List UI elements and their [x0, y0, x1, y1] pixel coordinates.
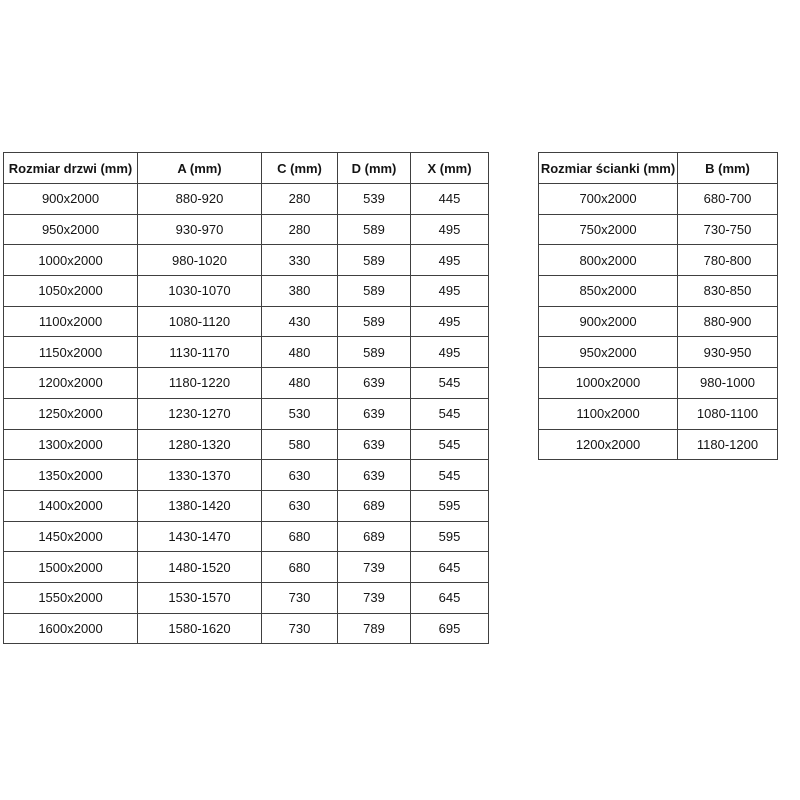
- cell-door-size: 1350x2000: [4, 460, 138, 491]
- cell-b: 680-700: [678, 184, 778, 215]
- cell-door-size: 1600x2000: [4, 613, 138, 644]
- table-row: [4, 337, 489, 368]
- cell-b: 1180-1200: [678, 429, 778, 460]
- cell-c: 280: [262, 214, 338, 245]
- cell-door-size: 1550x2000: [4, 582, 138, 613]
- cell-c: 680: [262, 552, 338, 583]
- cell-d: 639: [338, 368, 411, 399]
- cell-c: 280: [262, 184, 338, 215]
- cell-c: 480: [262, 368, 338, 399]
- cell-d: 689: [338, 521, 411, 552]
- cell-c: 630: [262, 460, 338, 491]
- door-table-body: [4, 184, 489, 644]
- table-row: [539, 276, 778, 307]
- cell-d: 689: [338, 490, 411, 521]
- cell-d: 589: [338, 276, 411, 307]
- cell-x: 645: [411, 552, 489, 583]
- cell-door-size: 1500x2000: [4, 552, 138, 583]
- cell-d: 589: [338, 306, 411, 337]
- door-table-header-d: D (mm): [338, 153, 411, 184]
- cell-x: 545: [411, 460, 489, 491]
- cell-door-size: 1050x2000: [4, 276, 138, 307]
- cell-b: 880-900: [678, 306, 778, 337]
- cell-a: 1480-1520: [138, 552, 262, 583]
- cell-wall-size: 850x2000: [539, 276, 678, 307]
- cell-door-size: 900x2000: [4, 184, 138, 215]
- table-row: [4, 368, 489, 399]
- cell-wall-size: 1000x2000: [539, 368, 678, 399]
- door-table-header: [4, 153, 489, 184]
- cell-c: 380: [262, 276, 338, 307]
- cell-d: 739: [338, 582, 411, 613]
- cell-wall-size: 800x2000: [539, 245, 678, 276]
- door-size-table: [3, 152, 489, 644]
- table-row: [4, 521, 489, 552]
- table-row: [4, 582, 489, 613]
- cell-b: 830-850: [678, 276, 778, 307]
- cell-x: 545: [411, 398, 489, 429]
- cell-x: 495: [411, 276, 489, 307]
- door-table-header-x: X (mm): [411, 153, 489, 184]
- wall-size-table: [538, 152, 778, 460]
- cell-d: 639: [338, 398, 411, 429]
- cell-a: 1380-1420: [138, 490, 262, 521]
- table-row: [4, 184, 489, 215]
- cell-d: 789: [338, 613, 411, 644]
- cell-c: 330: [262, 245, 338, 276]
- table-row: [4, 613, 489, 644]
- cell-wall-size: 1200x2000: [539, 429, 678, 460]
- cell-x: 695: [411, 613, 489, 644]
- table-row: [539, 398, 778, 429]
- cell-a: 980-1020: [138, 245, 262, 276]
- cell-a: 1430-1470: [138, 521, 262, 552]
- table-row: [539, 429, 778, 460]
- cell-x: 495: [411, 337, 489, 368]
- table-row: [4, 276, 489, 307]
- cell-door-size: 1400x2000: [4, 490, 138, 521]
- cell-a: 1030-1070: [138, 276, 262, 307]
- cell-wall-size: 950x2000: [539, 337, 678, 368]
- cell-c: 530: [262, 398, 338, 429]
- cell-x: 595: [411, 490, 489, 521]
- table-row: [4, 552, 489, 583]
- cell-b: 780-800: [678, 245, 778, 276]
- table-row: [4, 214, 489, 245]
- cell-d: 589: [338, 337, 411, 368]
- wall-table-header: [539, 153, 778, 184]
- cell-b: 730-750: [678, 214, 778, 245]
- cell-x: 545: [411, 368, 489, 399]
- cell-d: 589: [338, 245, 411, 276]
- cell-a: 1130-1170: [138, 337, 262, 368]
- cell-c: 630: [262, 490, 338, 521]
- cell-d: 589: [338, 214, 411, 245]
- header-row: [539, 153, 778, 184]
- wall-table-header-b: B (mm): [678, 153, 778, 184]
- cell-d: 739: [338, 552, 411, 583]
- cell-b: 980-1000: [678, 368, 778, 399]
- cell-a: 1530-1570: [138, 582, 262, 613]
- cell-b: 930-950: [678, 337, 778, 368]
- cell-a: 880-920: [138, 184, 262, 215]
- cell-a: 930-970: [138, 214, 262, 245]
- cell-door-size: 1100x2000: [4, 306, 138, 337]
- header-row: [4, 153, 489, 184]
- cell-b: 1080-1100: [678, 398, 778, 429]
- table-row: [4, 306, 489, 337]
- cell-x: 495: [411, 214, 489, 245]
- cell-x: 595: [411, 521, 489, 552]
- cell-c: 730: [262, 582, 338, 613]
- door-table-header-size: Rozmiar drzwi (mm): [4, 153, 138, 184]
- cell-wall-size: 700x2000: [539, 184, 678, 215]
- cell-a: 1080-1120: [138, 306, 262, 337]
- table-row: [4, 460, 489, 491]
- cell-c: 730: [262, 613, 338, 644]
- cell-door-size: 1250x2000: [4, 398, 138, 429]
- cell-c: 680: [262, 521, 338, 552]
- cell-door-size: 1200x2000: [4, 368, 138, 399]
- table-row: [539, 184, 778, 215]
- wall-table-body: [539, 184, 778, 460]
- cell-door-size: 1450x2000: [4, 521, 138, 552]
- table-row: [539, 368, 778, 399]
- cell-d: 639: [338, 460, 411, 491]
- wall-table-header-size: Rozmiar ścianki (mm): [539, 153, 678, 184]
- cell-door-size: 950x2000: [4, 214, 138, 245]
- cell-wall-size: 900x2000: [539, 306, 678, 337]
- cell-a: 1580-1620: [138, 613, 262, 644]
- table-row: [4, 398, 489, 429]
- cell-a: 1180-1220: [138, 368, 262, 399]
- cell-c: 580: [262, 429, 338, 460]
- cell-c: 480: [262, 337, 338, 368]
- door-table-header-a: A (mm): [138, 153, 262, 184]
- table-row: [4, 245, 489, 276]
- door-table-header-c: C (mm): [262, 153, 338, 184]
- table-row: [4, 429, 489, 460]
- cell-a: 1330-1370: [138, 460, 262, 491]
- cell-door-size: 1300x2000: [4, 429, 138, 460]
- cell-wall-size: 750x2000: [539, 214, 678, 245]
- cell-c: 430: [262, 306, 338, 337]
- cell-wall-size: 1100x2000: [539, 398, 678, 429]
- cell-door-size: 1000x2000: [4, 245, 138, 276]
- cell-d: 639: [338, 429, 411, 460]
- cell-d: 539: [338, 184, 411, 215]
- cell-x: 495: [411, 245, 489, 276]
- cell-x: 445: [411, 184, 489, 215]
- cell-door-size: 1150x2000: [4, 337, 138, 368]
- cell-x: 645: [411, 582, 489, 613]
- cell-x: 545: [411, 429, 489, 460]
- table-row: [539, 337, 778, 368]
- cell-x: 495: [411, 306, 489, 337]
- table-row: [4, 490, 489, 521]
- cell-a: 1230-1270: [138, 398, 262, 429]
- cell-a: 1280-1320: [138, 429, 262, 460]
- table-row: [539, 214, 778, 245]
- table-row: [539, 245, 778, 276]
- table-row: [539, 306, 778, 337]
